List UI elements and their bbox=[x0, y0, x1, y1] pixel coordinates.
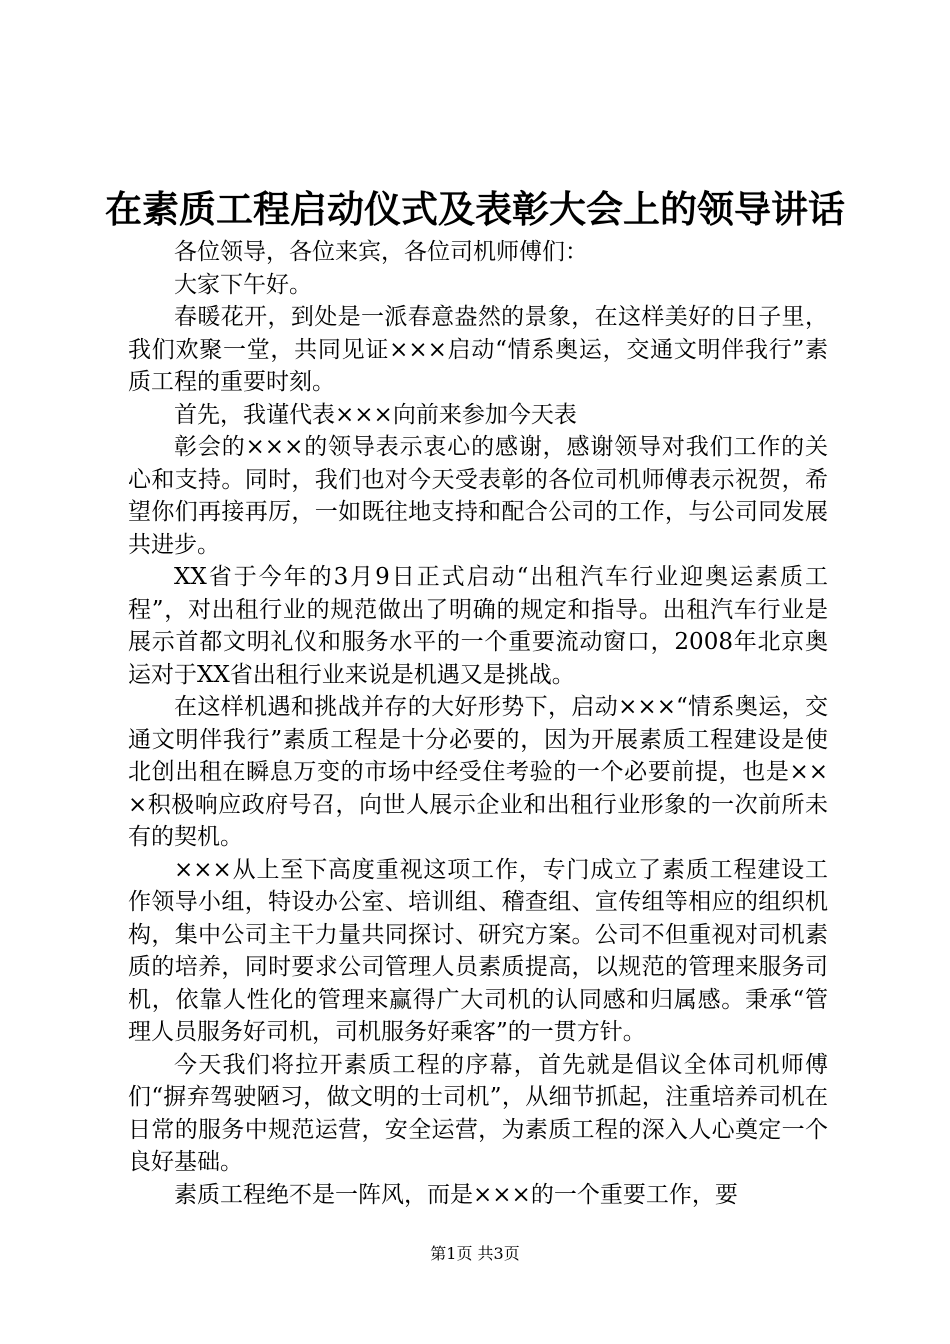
paragraph: XX省于今年的3月9日正式启动“出租汽车行业迎奥运素质工程”，对出租行业的规范做出了明确的规定和指导。出租汽车行业是展示首都文明礼仪和服务水平的一个重要流动窗口，2008年北京奥运对于XX省出租行业来说是机遇又是挑战。 bbox=[128, 564, 828, 688]
page-number-footer: 第1页 共3页 bbox=[430, 1244, 520, 1263]
paragraph: 春暖花开，到处是一派春意盎然的景象，在这样美好的日子里，我们欢聚一堂，共同见证×××启动“情系奥运，交通文明伴我行”素质工程的重要时刻。 bbox=[128, 304, 828, 395]
paragraph: 素质工程绝不是一阵风，而是×××的一个重要工作，要 bbox=[174, 1181, 738, 1208]
paragraph-salutation: 各位领导，各位来宾，各位司机师傅们： bbox=[174, 239, 588, 265]
paragraph: 彰会的×××的领导表示衷心的感谢，感谢领导对我们工作的关心和支持。同时，我们也对今天受表彰的各位司机师傅表示祝贺，希望你们再接再厉，一如既往地支持和配合公司的工作，与公司同发展共进步。 bbox=[128, 434, 828, 558]
paragraph: 今天我们将拉开素质工程的序幕，首先就是倡议全体司机师傅们“摒弃驾驶陋习，做文明的士司机”，从细节抓起，注重培养司机在日常的服务中规范运营，安全运营，为素质工程的深入人心奠定一个良好基础。 bbox=[128, 1051, 828, 1175]
paragraph: ×××从上至下高度重视这项工作，专门成立了素质工程建设工作领导小组，特设办公室、培训组、稽查组、宣传组等相应的组织机构，集中公司主干力量共同探讨、研究方案。公司不但重视对司机素质的培养，同时要求公司管理人员素质提高，以规范的管理来服务司机，依靠人性化的管理来赢得广大司机的认同感和归属感。秉承“管理人员服务好司机，司机服务好乘客”的一贯方针。 bbox=[128, 856, 828, 1045]
paragraph-greeting: 大家下午好。 bbox=[174, 271, 312, 298]
document-body bbox=[128, 236, 828, 1211]
document-title: 在素质工程启动仪式及表彰大会上的领导讲话 bbox=[105, 187, 845, 231]
paragraph: 在这样机遇和挑战并存的大好形势下，启动×××“情系奥运，交通文明伴我行”素质工程是十分必要的，因为开展素质工程建设是使北创出租在瞬息万变的市场中经受住考验的一个必要前提，也是×××积极响应政府号召，向世人展示企业和出租行业形象的一次前所未有的契机。 bbox=[128, 694, 828, 850]
paragraph: 首先，我谨代表×××向前来参加今天表 bbox=[174, 401, 577, 428]
